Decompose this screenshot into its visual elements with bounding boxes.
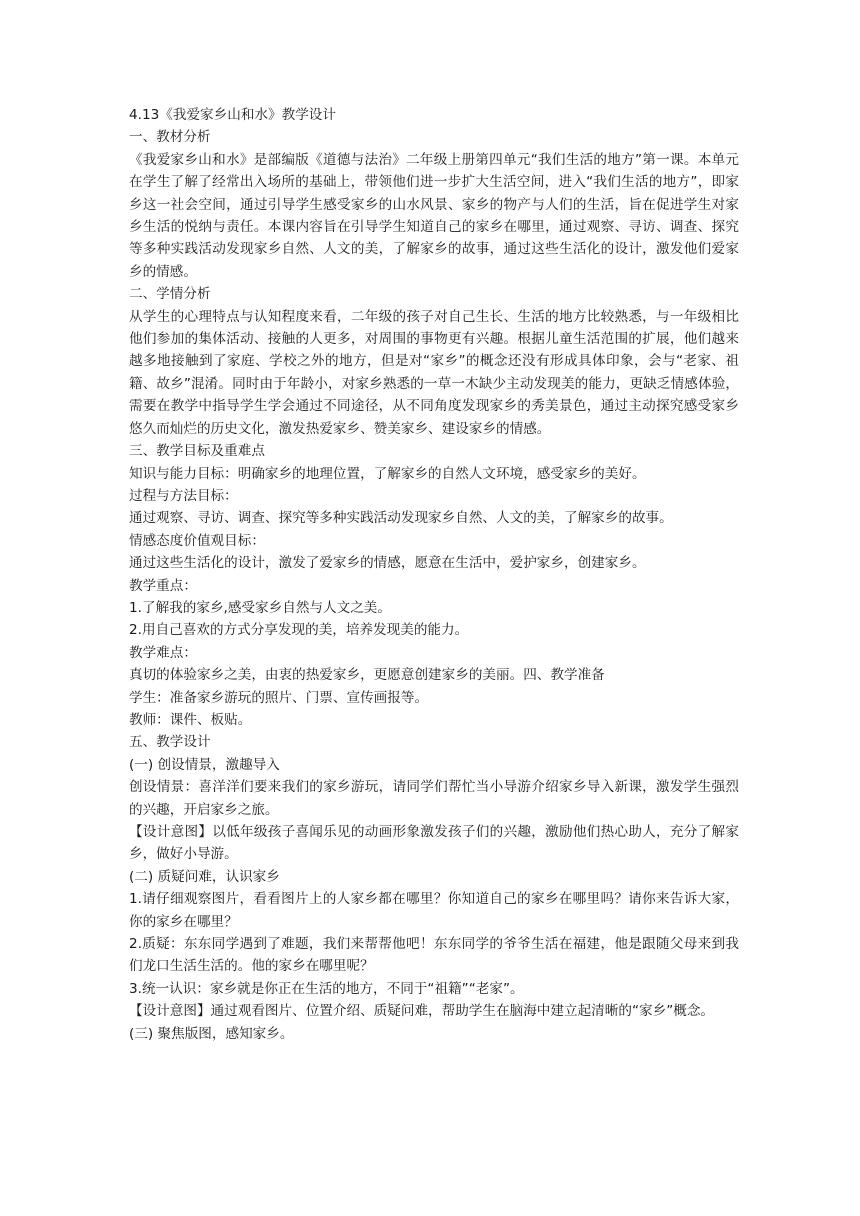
paragraph-student-prep: 学生：准备家乡游玩的照片、门票、宣传画报等。 [129, 689, 429, 706]
paragraph-process-objective-label: 过程与方法目标： [129, 487, 238, 504]
section-heading-design: 五、教学设计 [129, 734, 211, 751]
paragraph-process-objective: 通过观察、寻访、调查、探究等多种实践活动发现家乡自然、人文的美，了解家乡的故事。 [129, 510, 673, 527]
subheading-step-2: (二) 质疑问难，认识家乡 [129, 868, 280, 885]
paragraph-difficulty: 真切的体验家乡之美，由衷的热爱家乡，更愿意创建家乡的美丽。四、教学准备 [129, 667, 605, 684]
list-item-step-2-2: 2.质疑：东东同学遇到了难题，我们来帮帮他吧！东东同学的爷爷生活在福建，他是跟随父母来到我们龙口生活生活的。他的家乡在哪里呢？ [129, 936, 739, 975]
subheading-step-1: (一) 创设情景，激趣导入 [129, 756, 280, 773]
subheading-step-3: (三) 聚焦版图，感知家乡。 [129, 1025, 294, 1042]
paragraph-textbook-analysis: 《我爱家乡山和水》是部编版《道德与法治》二年级上册第四单元“我们生活的地方”第一课。本单元在学生了解了经常出入场所的基础上，带领他们进一步扩大生活空间，进入“我们生活的地方”，即家乡这一社会空间，通过引导学生感受家乡的山水风景、家乡的物产与人们的生活，旨在促进学生对家乡生活的悦纳与责任。本课内容旨在引导学生知道自己的家乡在哪里，通过观察、寻访、调查、探究等多种实践活动发现家乡自然、人文的美，了解家乡的故事，通过这些生活化的设计，激发他们爱家乡的情感。 [129, 151, 739, 280]
paragraph-step-1: 创设情景：喜洋洋们要来我们的家乡游玩，请同学们帮忙当小导游介绍家乡导入新课，激发学生强烈的兴趣，开启家乡之旅。 [129, 779, 739, 818]
list-item-step-2-1: 1.请仔细观察图片，看看图片上的人家乡都在哪里？你知道自己的家乡在哪里吗？请你来告诉大家，你的家乡在哪里？ [129, 891, 739, 930]
paragraph-key-points-label: 教学重点： [129, 577, 197, 594]
paragraph-design-intent-1: 【设计意图】以低年级孩子喜闻乐见的动画形象激发孩子们的兴趣，激励他们热心助人，充分了解家乡，做好小导游。 [129, 824, 739, 863]
paragraph-emotion-objective: 通过这些生活化的设计，激发了爱家乡的情感，愿意在生活中，爱护家乡，创建家乡。 [129, 555, 646, 572]
paragraph-teacher-prep: 教师：课件、板贴。 [129, 711, 252, 728]
paragraph-design-intent-2: 【设计意图】通过观看图片、位置介绍、质疑问难，帮助学生在脑海中建立起清晰的“家乡”概念。 [129, 1003, 715, 1020]
document-page [129, 104, 739, 1045]
list-item-key-point-1: 1.了解我的家乡,感受家乡自然与人文之美。 [129, 599, 391, 616]
paragraph-knowledge-objective: 知识与能力目标：明确家乡的地理位置，了解家乡的自然人文环境，感受家乡的美好。 [129, 465, 646, 482]
paragraph-difficulty-label: 教学难点： [129, 644, 197, 661]
paragraph-emotion-objective-label: 情感态度价值观目标： [129, 532, 265, 549]
document-title: 4.13《我爱家乡山和水》教学设计 [129, 107, 336, 123]
section-heading-student-analysis: 二、学情分析 [129, 286, 211, 303]
list-item-key-point-2: 2.用自己喜欢的方式分享发现的美，培养发现美的能力。 [129, 622, 469, 639]
paragraph-student-analysis: 从学生的心理特点与认知程度来看，二年级的孩子对自己生长、生活的地方比较熟悉，与一年级相比他们参加的集体活动、接触的人更多，对周围的事物更有兴趣。根据儿童生活范围的扩展，他们越来越多地接触到了家庭、学校之外的地方，但是对“家乡”的概念还没有形成具体印象，会与“老家、祖籍、故乡”混淆。同时由于年龄小，对家乡熟悉的一草一木缺少主动发现美的能力，更缺乏情感体验，需要在教学中指导学生学会通过不同途径，从不同角度发现家乡的秀美景色，通过主动探究感受家乡悠久而灿烂的历史文化，激发热爱家乡、赞美家乡、建设家乡的情感。 [129, 308, 739, 437]
section-heading-objectives: 三、教学目标及重难点 [129, 443, 265, 460]
section-heading-textbook-analysis: 一、教材分析 [129, 129, 211, 146]
list-item-step-2-3: 3.统一认识：家乡就是你正在生活的地方，不同于“祖籍”“老家”。 [129, 980, 524, 997]
